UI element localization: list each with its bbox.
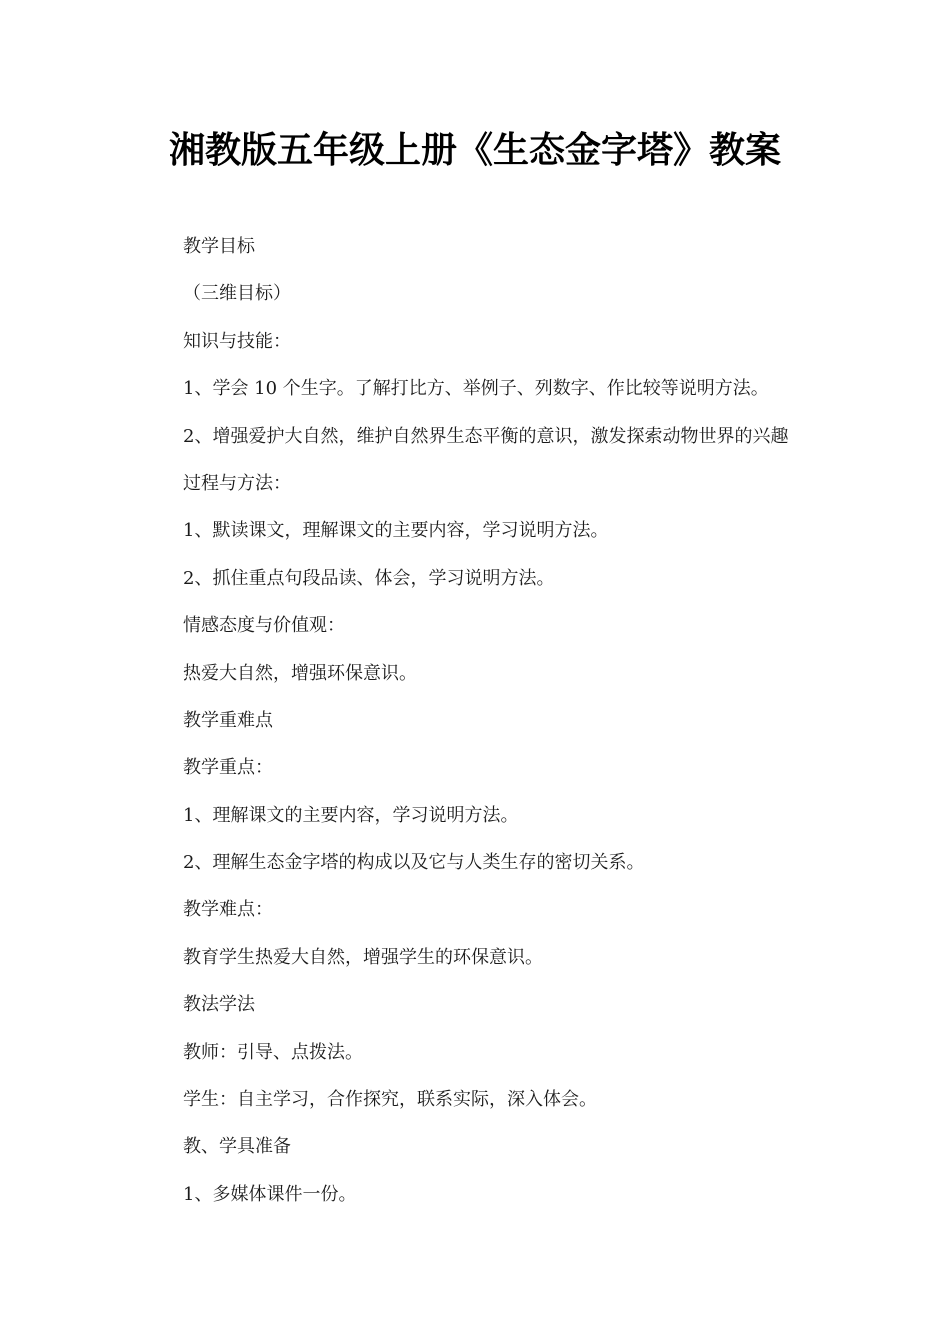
list-item: 2、增强爱护大自然，维护自然界生态平衡的意识，激发探索动物世界的兴趣 [183, 425, 789, 447]
document-title: 湘教版五年级上册《生态金字塔》教案 [168, 130, 781, 171]
list-item: 2、理解生态金字塔的构成以及它与人类生存的密切关系。 [183, 852, 645, 874]
subheading-three-dimensional-goals: （三维目标） [183, 283, 291, 305]
list-item: 2、抓住重点句段品读、体会，学习说明方法。 [183, 567, 555, 589]
section-process-methods: 过程与方法： [183, 472, 291, 494]
list-item: 1、理解课文的主要内容，学习说明方法。 [183, 804, 519, 826]
paragraph: 学生：自主学习，合作探究，联系实际，深入体会。 [183, 1089, 597, 1111]
section-knowledge-skills: 知识与技能： [183, 330, 291, 352]
heading-key-difficult-points: 教学重难点 [183, 709, 273, 731]
list-item: 1、默读课文，理解课文的主要内容，学习说明方法。 [183, 520, 609, 542]
heading-teaching-objectives: 教学目标 [183, 236, 255, 257]
section-difficult-points: 教学难点： [183, 899, 273, 921]
document-body [183, 232, 823, 1227]
list-item: 1、多媒体课件一份。 [183, 1183, 357, 1205]
heading-teaching-aids: 教、学具准备 [183, 1136, 291, 1158]
paragraph: 热爱大自然，增强环保意识。 [183, 662, 417, 684]
list-item: 1、学会 10 个生字。了解打比方、举例子、列数字、作比较等说明方法。 [183, 378, 769, 400]
section-key-points: 教学重点： [183, 757, 273, 779]
section-emotion-values: 情感态度与价值观： [183, 615, 345, 637]
paragraph: 教师：引导、点拨法。 [183, 1041, 363, 1063]
heading-teaching-methods: 教法学法 [183, 994, 255, 1016]
paragraph: 教育学生热爱大自然，增强学生的环保意识。 [183, 946, 543, 968]
